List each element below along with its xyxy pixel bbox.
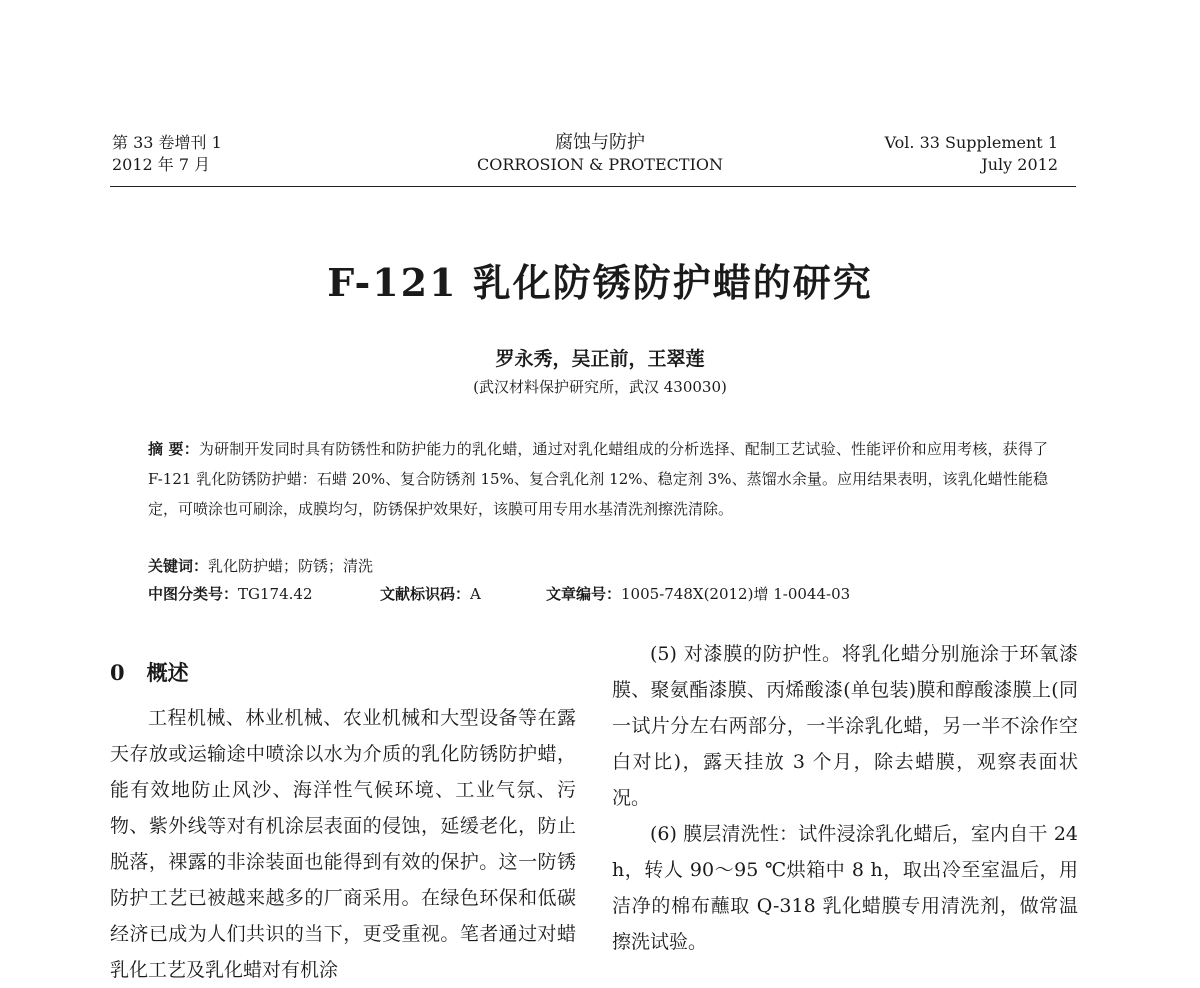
header-volume-cn: 第 33 卷增刊 1 <box>112 133 222 152</box>
article-affiliation: (武汉材料保护研究所，武汉 430030) <box>473 378 727 396</box>
header-journal <box>420 132 780 176</box>
header-date-cn: 2012 年 7 月 <box>112 155 211 174</box>
article-title: F-121 乳化防锈防护蜡的研究 <box>327 260 873 305</box>
body-paragraph-5: (5) 对漆膜的防护性。将乳化蜡分别施涂于环氧漆膜、聚氨酯漆膜、丙烯酸漆(单包装)膜和醇酸漆膜上(同一试片分左右两部分，一半涂乳化蜡，另一半不涂作空白对比)，露天挂放 3 个月，除去蜡膜，观察表面状况。 <box>612 643 1078 809</box>
clc-number <box>148 581 313 607</box>
keywords-label: 关键词： <box>148 557 209 575</box>
doc-code-value: A <box>470 585 481 603</box>
abstract-label: 摘 要： <box>148 440 199 458</box>
clc-value: TG174.42 <box>238 585 313 603</box>
journal-name-cn: 腐蚀与防护 <box>555 132 645 153</box>
article-number <box>546 581 850 607</box>
body-paragraph: 工程机械、林业机械、农业机械和大型设备等在露天存放或运输途中喷涂以水为介质的乳化防锈防护蜡，能有效地防止风沙、海洋性气候环境、工业气氛、污物、紫外线等对有机涂层表面的侵蚀，延缓老化，防止脱落，裸露的非涂装面也能得到有效的保护。这一防锈防护工艺已被越来越多的厂商采用。在绿色环保和低碳经济已成为人们共识的当下，更受重视。笔者通过对蜡乳化工艺及乳化蜡对有机涂 <box>110 707 576 981</box>
document-code <box>380 581 481 607</box>
header-volume-en: Vol. 33 Supplement 1 <box>884 133 1058 152</box>
right-column <box>612 636 1078 960</box>
keywords-text: 乳化防护蜡；防锈；清洗 <box>208 557 374 575</box>
keywords <box>148 553 373 579</box>
journal-name-en: CORROSION & PROTECTION <box>476 155 723 174</box>
article-number-value: 1005-748X(2012)增 1-0044-03 <box>621 585 851 603</box>
article-authors: 罗永秀，吴正前，王翠莲 <box>495 348 705 370</box>
doc-code-label: 文献标识码： <box>380 585 471 603</box>
body-paragraph-6: (6) 膜层清洗性：试件浸涂乳化蜡后，室内自干 24 h，转人 90～95 ℃烘箱中 8 h，取出冷至室温后，用洁净的棉布蘸取 Q-318 乳化蜡膜专用清洗剂，做常温擦洗试验。 <box>612 823 1078 953</box>
section-number: 0 <box>110 660 125 685</box>
header-issue-info <box>112 132 222 176</box>
header-date-en: July 2012 <box>981 155 1058 174</box>
section-title: 概述 <box>146 660 189 685</box>
clc-label: 中图分类号： <box>148 585 239 603</box>
section-heading <box>110 657 189 687</box>
article-number-label: 文章编号： <box>546 585 622 603</box>
header-divider <box>110 186 1076 187</box>
header-volume-info <box>885 132 1058 176</box>
abstract-text: 为研制开发同时具有防锈性和防护能力的乳化蜡，通过对乳化蜡组成的分析选择、配制工艺试验、性能评价和应用考核，获得了 F-121 乳化防锈防护蜡：石蜡 20%、复合防锈剂 15%、复合乳化剂 12%、稳定剂 3%、蒸馏水余量。应用结果表明，该乳化蜡性能稳定，可喷涂也可刷涂，成膜均匀，防锈保护效果好，该膜可用专用水基清洗剂擦洗清除。 <box>148 440 1048 518</box>
abstract <box>148 434 1048 524</box>
left-column <box>110 700 576 988</box>
